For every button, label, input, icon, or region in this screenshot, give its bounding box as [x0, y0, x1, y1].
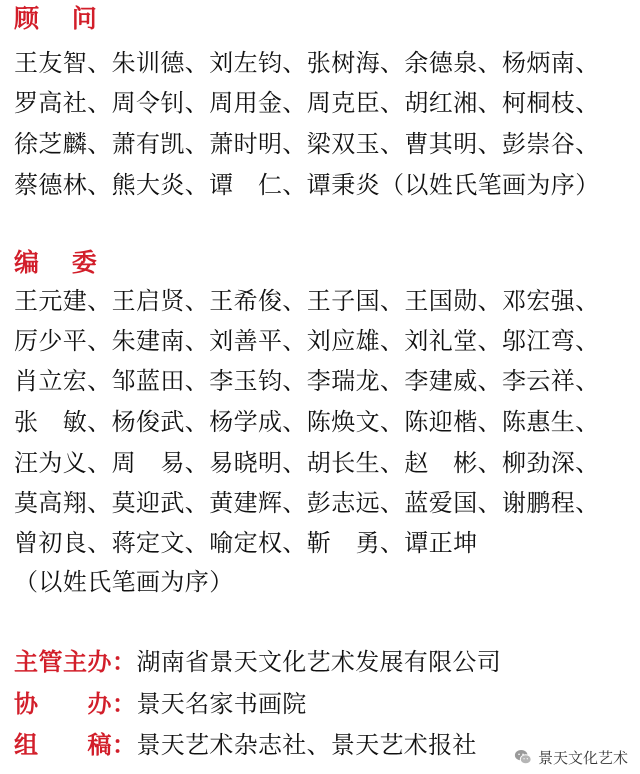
- editors-heading: 编 委: [14, 248, 109, 277]
- info-row-co-organizer: [14, 689, 307, 719]
- organizer-label: 主管主办：: [14, 648, 137, 676]
- advisors-line: 蔡德林、熊大炎、谭 仁、谭秉炎（以姓氏笔画为序）: [14, 171, 600, 199]
- editors-line: 莫高翔、莫迎武、黄建辉、彭志远、蓝爱国、谢鹏程、: [14, 489, 600, 517]
- co-organizer-label: 协 办：: [14, 690, 137, 718]
- editors-line: 厉少平、朱建南、刘善平、刘应雄、刘礼堂、邬江弯、: [14, 327, 600, 355]
- advisors-line: 徐芝麟、萧有凯、萧时明、梁双玉、曹其明、彭崇谷、: [14, 130, 600, 158]
- submissions-label: 组 稿：: [14, 731, 137, 759]
- editors-line: 张 敏、杨俊武、杨学成、陈焕文、陈迎楷、陈惠生、: [14, 408, 600, 436]
- editors-line: （以姓氏笔画为序）: [14, 568, 234, 596]
- submissions-value: 景天艺术杂志社、景天艺术报社: [136, 731, 477, 759]
- advisors-line: 王友智、朱训德、刘左钧、张树海、余德泉、杨炳南、: [14, 49, 600, 77]
- editors-line: 王元建、王启贤、王希俊、王子国、王国勋、邓宏强、: [14, 287, 600, 315]
- info-row-submissions: [14, 730, 477, 760]
- advisors-heading: 顾 问: [14, 4, 109, 33]
- account-watermark: [510, 746, 632, 768]
- organizer-value: 湖南省景天文化艺术发展有限公司: [136, 648, 501, 676]
- editors-line: 曾初良、蒋定文、喻定权、靳 勇、谭正坤: [14, 529, 478, 557]
- watermark-text: 景天文化艺术: [537, 748, 628, 767]
- advisors-line: 罗高社、周令钊、周用金、周克臣、胡红湘、柯桐枝、: [14, 89, 600, 117]
- editors-line: 肖立宏、邹蓝田、李玉钧、李瑞龙、李建威、李云祥、: [14, 367, 600, 395]
- editors-line: 汪为义、周 易、易晓明、胡长生、赵 彬、柳劲深、: [14, 449, 600, 477]
- co-organizer-value: 景天名家书画院: [136, 690, 307, 718]
- wechat-icon: [514, 748, 532, 766]
- info-row-organizer: [14, 647, 501, 677]
